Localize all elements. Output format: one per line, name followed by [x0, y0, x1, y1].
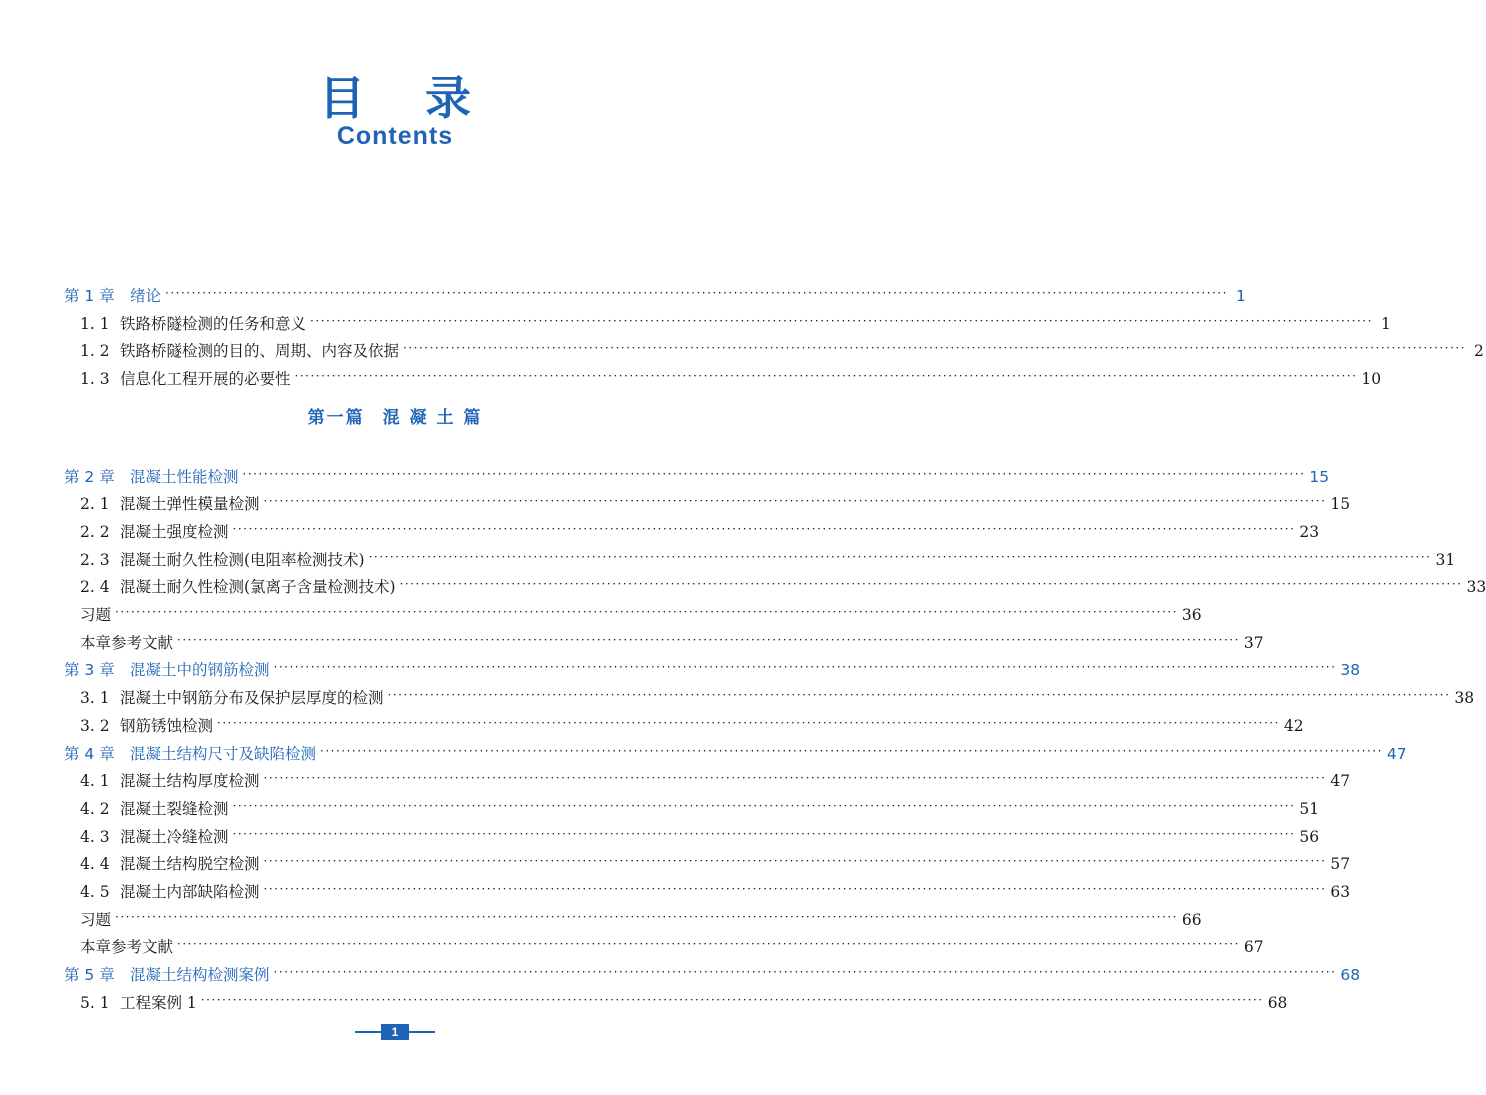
toc-extra-entry[interactable] [64, 929, 1264, 957]
section-title: 习题 [80, 606, 112, 624]
dot-leader: ········································································································································································································ [387, 688, 1451, 703]
dot-leader: ········································································································································································································ [200, 992, 1264, 1007]
section-title: 铁路桥隧检测的任务和意义 [120, 314, 307, 333]
section-title: 信息化工程开展的必要性 [120, 370, 291, 389]
toc-chapter-entry[interactable] [64, 278, 1246, 306]
part-title: 混 凝 土 篇 [382, 407, 483, 428]
part-number: 第一篇 [307, 407, 365, 428]
section-number: 1. 2 [80, 342, 110, 361]
section-title: 习题 [80, 910, 112, 929]
toc-entry-label [64, 633, 173, 653]
page-ref: 36 [1181, 606, 1202, 624]
dot-leader: ········································································································································································································ [263, 882, 1327, 896]
toc-section-entry[interactable] [64, 874, 1351, 902]
toc-section-entry[interactable] [64, 819, 1320, 847]
toc-extra-entry[interactable] [64, 625, 1264, 653]
page-ref: 42 [1283, 716, 1304, 735]
section-number: 2. 3 [80, 550, 110, 569]
dot-leader: ········································································································································································································ [217, 715, 1280, 730]
page-ref: 47 [1330, 772, 1351, 791]
toc-section-entry[interactable] [64, 763, 1351, 791]
section-title: 工程案例 1 [120, 993, 197, 1012]
section-number: 4. 5 [80, 883, 110, 901]
section-title: 混凝土裂缝检测 [120, 799, 229, 818]
page-ref: 63 [1330, 883, 1351, 901]
toc-section-entry[interactable] [64, 791, 1320, 819]
toc-section-entry[interactable] [64, 680, 1475, 708]
toc-entry-label [64, 937, 173, 957]
chapter-title: 混凝土性能检测 [130, 467, 239, 486]
dot-leader: ········································································································································································································ [177, 632, 1240, 647]
dot-leader: ········································································································································································································ [263, 854, 1327, 869]
dot-leader: ········································································································································································································ [177, 937, 1240, 952]
chapter-number: 第 3 章 [64, 661, 115, 680]
page-number-badge [355, 1024, 435, 1040]
page-ref: 2 [1474, 342, 1484, 361]
page-ref: 51 [1299, 799, 1320, 818]
toc-entry-label [64, 854, 260, 874]
section-title: 本章参考文献 [80, 633, 174, 652]
section-number: 3. 1 [80, 689, 110, 708]
toc-entry-label [64, 341, 399, 361]
toc-entry-label [64, 369, 291, 389]
section-title: 混凝土强度检测 [120, 522, 229, 541]
toc-section-entry[interactable] [64, 846, 1351, 874]
toc-extra-entry[interactable] [64, 597, 1202, 625]
toc-entry-label [64, 660, 270, 680]
toc-section-entry[interactable] [64, 542, 1456, 570]
toc-entry-label [64, 494, 260, 514]
page-ref: 47 [1386, 744, 1407, 763]
page-subtitle: Contents [336, 122, 454, 150]
dot-leader: ········································································································································································································ [320, 743, 1383, 758]
section-number: 1. 1 [80, 314, 110, 333]
toc-entry-label [64, 910, 111, 930]
chapter-title: 混凝土中的钢筋检测 [130, 661, 270, 680]
toc-chapter-entry[interactable] [64, 459, 1330, 487]
toc-section-entry[interactable] [64, 333, 1484, 361]
section-title: 钢筋锈蚀检测 [120, 716, 214, 735]
dot-leader: ········································································································································································································ [165, 286, 1228, 300]
toc-entry-label [64, 744, 316, 764]
section-title: 铁路桥隧检测的目的、周期、内容及依据 [120, 342, 400, 361]
dot-leader: ········································································································································································································ [263, 771, 1327, 786]
toc-entry-label [64, 965, 270, 985]
page-ref: 37 [1243, 633, 1264, 652]
toc-section-entry[interactable] [64, 514, 1320, 542]
dot-leader: ········································································································································································································ [115, 605, 1178, 619]
toc-entry-label [64, 550, 365, 570]
section-title: 混凝土结构脱空检测 [120, 855, 260, 874]
section-number: 2. 4 [80, 578, 110, 597]
toc-section-entry[interactable] [64, 985, 1288, 1013]
page-title: 目录 [319, 71, 531, 125]
dot-leader: ········································································································································································································ [399, 577, 1463, 592]
page-ref: 67 [1243, 938, 1264, 957]
page-ref: 57 [1330, 855, 1351, 874]
toc-chapter-entry[interactable] [64, 736, 1407, 764]
section-title: 混凝土耐久性检测(氯离子含量检测技术) [120, 578, 396, 597]
toc-entry-label [64, 688, 384, 708]
dot-leader: ········································································································································································································ [263, 494, 1327, 509]
toc-section-entry[interactable] [64, 361, 1382, 389]
page-ref: 15 [1330, 495, 1351, 514]
dot-leader: ········································································································································································································ [368, 549, 1432, 564]
page-ref: 23 [1299, 522, 1320, 541]
section-title: 混凝土结构厚度检测 [120, 772, 260, 791]
toc-entry-label [64, 522, 229, 542]
chapter-title: 混凝土结构尺寸及缺陷检测 [130, 744, 317, 763]
page-number: 1 [381, 1024, 409, 1040]
section-number: 5. 1 [80, 993, 110, 1012]
section-title: 混凝土弹性模量检测 [120, 495, 260, 514]
section-number: 4. 3 [80, 827, 110, 846]
chapter-number: 第 5 章 [64, 966, 115, 985]
toc-entry-label [64, 993, 197, 1013]
page-ref: 68 [1340, 966, 1361, 985]
section-number: 1. 3 [80, 370, 110, 389]
page-ref: 66 [1181, 910, 1202, 929]
toc-entry-label [64, 605, 111, 625]
page-ref: 10 [1361, 370, 1382, 389]
chapter-number: 第 2 章 [64, 467, 115, 486]
chapter-number: 第 1 章 [64, 287, 115, 305]
toc-section-entry[interactable] [64, 306, 1391, 334]
page-ref: 68 [1267, 993, 1288, 1012]
toc-entry-label [64, 314, 306, 334]
chapter-number: 第 4 章 [64, 744, 115, 763]
dot-leader: ········································································································································································································ [232, 798, 1296, 813]
toc-section-entry[interactable] [64, 708, 1304, 736]
section-number: 2. 2 [80, 522, 110, 541]
toc-entry-label [64, 799, 229, 819]
part-heading [0, 403, 790, 428]
toc-entry-label [64, 577, 396, 597]
section-title: 混凝土中钢筋分布及保护层厚度的检测 [120, 689, 384, 708]
toc-entry-label [64, 882, 260, 902]
section-number: 4. 2 [80, 799, 110, 818]
page-ref: 1 [1236, 287, 1246, 305]
section-number: 4. 4 [80, 855, 110, 874]
dot-leader: ········································································································································································································ [310, 313, 1373, 328]
section-number: 2. 1 [80, 495, 110, 514]
toc-chapter-entry[interactable] [64, 652, 1361, 680]
toc-entry-label [64, 467, 239, 487]
page-ref: 31 [1435, 550, 1456, 569]
toc-entry-label [64, 827, 229, 847]
section-number: 4. 1 [80, 772, 110, 791]
dot-leader: ········································································································································································································ [242, 466, 1306, 481]
chapter-title: 绪论 [130, 287, 162, 305]
toc-extra-entry[interactable] [64, 902, 1202, 930]
page-ref: 15 [1309, 467, 1330, 486]
page-ref: 56 [1299, 827, 1320, 846]
page-ref: 1 [1381, 314, 1391, 333]
section-title: 混凝土冷缝检测 [120, 827, 229, 846]
section-title: 本章参考文献 [80, 938, 174, 957]
toc-entry-label [64, 771, 260, 791]
page-ref: 38 [1340, 661, 1361, 680]
page-ref: 38 [1454, 689, 1475, 708]
chapter-title: 混凝土结构检测案例 [130, 966, 270, 985]
toc-section-entry[interactable] [64, 486, 1351, 514]
toc-chapter-entry[interactable] [64, 957, 1361, 985]
toc-section-entry[interactable] [64, 569, 1486, 597]
section-number: 3. 2 [80, 716, 110, 735]
dot-leader: ········································································································································································································ [115, 909, 1178, 924]
section-title: 混凝土内部缺陷检测 [120, 883, 260, 901]
dot-leader: ········································································································································································································ [403, 341, 1466, 356]
dot-leader: ········································································································································································································ [273, 965, 1337, 980]
toc-entry-label [64, 286, 161, 306]
dot-leader: ········································································································································································································ [232, 826, 1296, 841]
dot-leader: ········································································································································································································ [232, 521, 1296, 536]
section-title: 混凝土耐久性检测(电阻率检测技术) [120, 550, 365, 569]
dot-leader: ········································································································································································································ [294, 369, 1358, 384]
dot-leader: ········································································································································································································ [273, 660, 1337, 675]
toc-entry-label [64, 716, 213, 736]
page-ref: 33 [1466, 578, 1486, 597]
